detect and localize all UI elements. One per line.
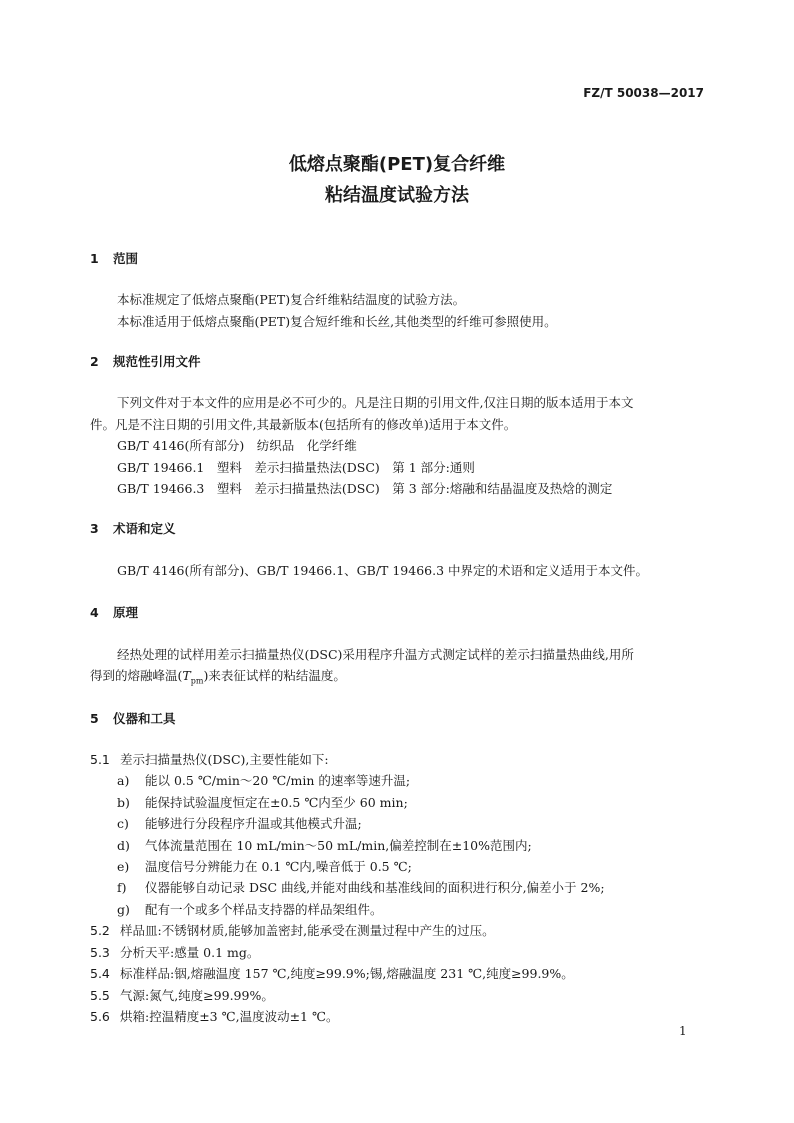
subclause-number: 5.2 bbox=[90, 923, 110, 938]
subclause-text: 气源:氮气,纯度≥99.99%。 bbox=[120, 988, 274, 1003]
page-number: 1 bbox=[679, 1024, 687, 1038]
list-item bbox=[117, 900, 383, 918]
subclause-text: 分析天平:感量 0.1 mg。 bbox=[120, 945, 260, 960]
subclause-text: 标准样品:铟,熔融温度 157 ℃,纯度≥99.9%;锡,熔融温度 231 ℃,纯度≥99.9%。 bbox=[120, 966, 574, 981]
subclause-number: 5.6 bbox=[90, 1009, 110, 1024]
section-number: 3 bbox=[90, 521, 99, 536]
symbol-subscript: pm bbox=[190, 676, 204, 686]
list-label: e) bbox=[117, 859, 130, 874]
list-text: 能以 0.5 ℃/min～20 ℃/min 的速率等速升温; bbox=[145, 773, 411, 788]
symbol: T bbox=[182, 668, 191, 683]
list-label: b) bbox=[117, 795, 130, 810]
list-text: 能够进行分段程序升温或其他模式升温; bbox=[145, 816, 362, 831]
normative-reference: GB/T 4146(所有部分) 纺织品 化学纤维 bbox=[117, 438, 357, 453]
list-label: f) bbox=[117, 880, 127, 895]
section-number: 4 bbox=[90, 605, 99, 620]
list-item bbox=[117, 814, 362, 832]
list-text: 温度信号分辨能力在 0.1 ℃内,噪音低于 0.5 ℃; bbox=[145, 859, 412, 874]
list-item bbox=[117, 857, 412, 875]
list-text: 气体流量范围在 10 mL/min～50 mL/min,偏差控制在±10%范围内; bbox=[145, 838, 532, 853]
text: )来表征试样的粘结温度。 bbox=[203, 668, 346, 683]
subclause-5-2 bbox=[90, 921, 495, 939]
list-label: d) bbox=[117, 838, 130, 853]
list-label: a) bbox=[117, 773, 130, 788]
normative-reference: GB/T 19466.1 塑料 差示扫描量热法(DSC) 第 1 部分:通则 bbox=[117, 460, 475, 475]
subclause-text: 差示扫描量热仪(DSC),主要性能如下: bbox=[120, 752, 329, 767]
section-title: 术语和定义 bbox=[113, 521, 176, 536]
paragraph-continuation bbox=[90, 666, 346, 686]
subclause-number: 5.3 bbox=[90, 945, 110, 960]
paragraph: 本标准适用于低熔点聚酯(PET)复合短纤维和长丝,其他类型的纤维可参照使用。 bbox=[117, 314, 557, 329]
subclause-number: 5.1 bbox=[90, 752, 110, 767]
paragraph-continuation: 件。凡是不注日期的引用文件,其最新版本(包括所有的修改单)适用于本文件。 bbox=[90, 417, 517, 432]
section-title: 原理 bbox=[113, 605, 139, 620]
subclause-5-6 bbox=[90, 1007, 338, 1025]
section-number: 1 bbox=[90, 251, 99, 266]
normative-reference: GB/T 19466.3 塑料 差示扫描量热法(DSC) 第 3 部分:熔融和结晶温度及热焓的测定 bbox=[117, 481, 613, 496]
subclause-text: 样品皿:不锈钢材质,能够加盖密封,能承受在测量过程中产生的过压。 bbox=[120, 923, 495, 938]
subclause-5-4 bbox=[90, 964, 574, 982]
paragraph: 本标准规定了低熔点聚酯(PET)复合纤维粘结温度的试验方法。 bbox=[117, 292, 466, 307]
list-item bbox=[117, 771, 410, 789]
document-title-line2: 粘结温度试验方法 bbox=[325, 185, 469, 206]
list-label: c) bbox=[117, 816, 129, 831]
subclause-text: 烘箱:控温精度±3 ℃,温度波动±1 ℃。 bbox=[120, 1009, 339, 1024]
section-2-heading bbox=[90, 352, 201, 370]
paragraph: GB/T 4146(所有部分)、GB/T 19466.1、GB/T 19466.3 中界定的术语和定义适用于本文件。 bbox=[117, 563, 649, 578]
subclause-5-1 bbox=[90, 750, 329, 768]
list-label: g) bbox=[117, 902, 130, 917]
list-item bbox=[117, 878, 605, 896]
section-1-heading bbox=[90, 249, 138, 267]
text: 得到的熔融峰温( bbox=[90, 668, 183, 683]
standard-number: FZ/T 50038—2017 bbox=[583, 86, 704, 100]
list-item bbox=[117, 793, 408, 811]
section-5-heading bbox=[90, 709, 176, 727]
subclause-5-5 bbox=[90, 986, 274, 1004]
paragraph: 经热处理的试样用差示扫描量热仪(DSC)采用程序升温方式测定试样的差示扫描量热曲线,用所 bbox=[117, 647, 634, 662]
section-number: 5 bbox=[90, 711, 99, 726]
paragraph: 下列文件对于本文件的应用是必不可少的。凡是注日期的引用文件,仅注日期的版本适用于本文 bbox=[117, 395, 634, 410]
list-text: 配有一个或多个样品支持器的样品架组件。 bbox=[145, 902, 383, 917]
section-3-heading bbox=[90, 519, 176, 537]
section-number: 2 bbox=[90, 354, 99, 369]
section-title: 仪器和工具 bbox=[113, 711, 176, 726]
subclause-number: 5.5 bbox=[90, 988, 110, 1003]
section-title: 范围 bbox=[113, 251, 139, 266]
list-text: 仪器能够自动记录 DSC 曲线,并能对曲线和基准线间的面积进行积分,偏差小于 2%; bbox=[145, 880, 605, 895]
subclause-number: 5.4 bbox=[90, 966, 110, 981]
list-item bbox=[117, 836, 532, 854]
subclause-5-3 bbox=[90, 943, 259, 961]
document-title-line1: 低熔点聚酯(PET)复合纤维 bbox=[288, 154, 506, 175]
list-text: 能保持试验温度恒定在±0.5 ℃内至少 60 min; bbox=[145, 795, 408, 810]
section-4-heading bbox=[90, 603, 138, 621]
section-title: 规范性引用文件 bbox=[113, 354, 201, 369]
